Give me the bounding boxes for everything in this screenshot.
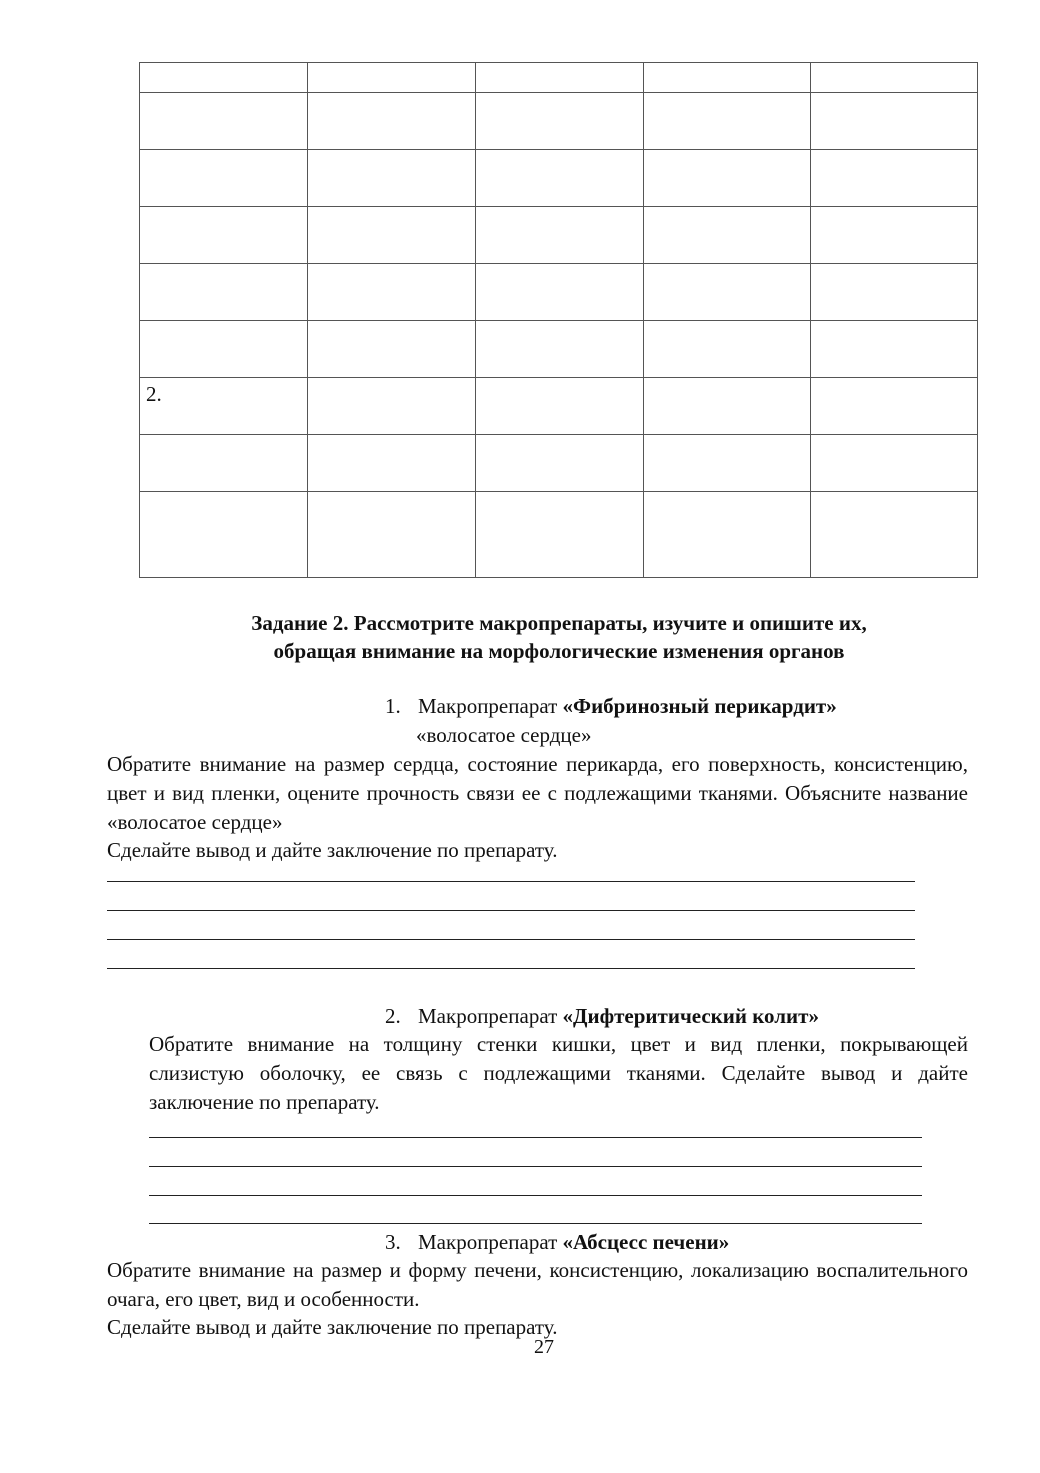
table-row <box>140 264 978 321</box>
table-cell <box>140 264 308 321</box>
item-2-prefix: Макропрепарат <box>418 1004 563 1028</box>
item-3-prefix: Макропрепарат <box>418 1230 563 1254</box>
table-cell <box>308 264 476 321</box>
table-row <box>140 492 978 578</box>
table-cell <box>811 63 978 93</box>
item-2-heading <box>385 1002 819 1030</box>
task-title-line-1: Задание 2. Рассмотрите макропрепараты, изучите и опишите их, <box>251 611 867 635</box>
table-row <box>140 378 978 435</box>
task-title-line-2: обращая внимание на морфологические изменения органов <box>273 639 845 663</box>
table-cell <box>811 150 978 207</box>
table-cell <box>811 321 978 378</box>
table-cell <box>308 435 476 492</box>
table-cell <box>811 435 978 492</box>
table-cell <box>476 207 644 264</box>
table-cell <box>140 63 308 93</box>
table-cell <box>811 207 978 264</box>
table-row <box>140 207 978 264</box>
table-cell <box>644 435 811 492</box>
answer-line <box>149 1195 922 1196</box>
table-cell <box>140 93 308 150</box>
table-cell <box>308 150 476 207</box>
observation-table <box>139 62 978 578</box>
table-cell <box>476 150 644 207</box>
table-cell <box>644 150 811 207</box>
table-cell <box>644 492 811 578</box>
table-row <box>140 63 978 93</box>
item-3-description: Обратите внимание на размер и форму печени, консистенцию, локализацию воспалительного очага, его цвет, вид и особенности. <box>107 1258 968 1311</box>
table-cell <box>811 492 978 578</box>
table-cell <box>811 93 978 150</box>
item-1-description: Обратите внимание на размер сердца, состояние перикарда, его поверхность, консистенцию, цвет и вид пленки, оцените прочность связи ее с подлежащими тканями. Объясните название «волосатое сердце» <box>107 752 968 834</box>
table-cell <box>644 264 811 321</box>
item-2-description: Обратите внимание на толщину стенки кишки, цвет и вид пленки, покрывающей слизистую оболочку, ее связь с подлежащими тканями. Сделайте вывод и дайте заключение по препарату. <box>149 1032 968 1114</box>
table-cell <box>140 207 308 264</box>
item-1-heading <box>385 692 837 720</box>
table-cell <box>644 378 811 435</box>
item-1-prefix: Макропрепарат <box>418 694 563 718</box>
table-cell <box>140 321 308 378</box>
table-cell <box>476 492 644 578</box>
table-cell <box>476 321 644 378</box>
table-cell <box>476 378 644 435</box>
table-cell <box>811 378 978 435</box>
table-cell <box>308 93 476 150</box>
table-cell <box>308 63 476 93</box>
answer-line <box>149 1137 922 1138</box>
item-2-number: 2. <box>385 1004 401 1028</box>
task-title <box>0 609 1040 665</box>
table-cell <box>308 207 476 264</box>
table-row <box>140 93 978 150</box>
table-cell <box>476 435 644 492</box>
answer-line <box>107 910 915 911</box>
table-cell <box>476 63 644 93</box>
table-cell <box>476 264 644 321</box>
table-cell <box>644 93 811 150</box>
item-2-name: «Дифтеритический колит» <box>562 1004 819 1028</box>
item-3-heading <box>385 1228 729 1256</box>
item-1-conclusion: Сделайте вывод и дайте заключение по препарату. <box>107 838 558 862</box>
item-3-name: «Абсцесс печени» <box>562 1230 730 1254</box>
table-cell <box>644 207 811 264</box>
table-cell <box>644 321 811 378</box>
table-cell <box>308 321 476 378</box>
table-cell <box>140 150 308 207</box>
table-row <box>140 321 978 378</box>
item-1-number: 1. <box>385 694 401 718</box>
table-cell <box>140 435 308 492</box>
table-row <box>140 435 978 492</box>
table-cell <box>811 264 978 321</box>
answer-line <box>107 939 915 940</box>
answer-line <box>107 881 915 882</box>
page-number: 27 <box>534 1336 554 1358</box>
table-cell <box>308 378 476 435</box>
answer-line <box>107 968 915 969</box>
item-3-number: 3. <box>385 1230 401 1254</box>
answer-line <box>149 1223 922 1224</box>
item-1-name: «Фибринозный перикардит» <box>562 694 837 718</box>
table-cell <box>308 492 476 578</box>
table-cell <box>140 492 308 578</box>
item-3-conclusion: Сделайте вывод и дайте заключение по препарату. <box>107 1315 558 1339</box>
answer-line <box>149 1166 922 1167</box>
table-cell <box>476 93 644 150</box>
table-row <box>140 150 978 207</box>
table-cell <box>644 63 811 93</box>
item-1-subtitle: «волосатое сердце» <box>416 723 592 747</box>
table-cell: 2. <box>140 378 308 435</box>
